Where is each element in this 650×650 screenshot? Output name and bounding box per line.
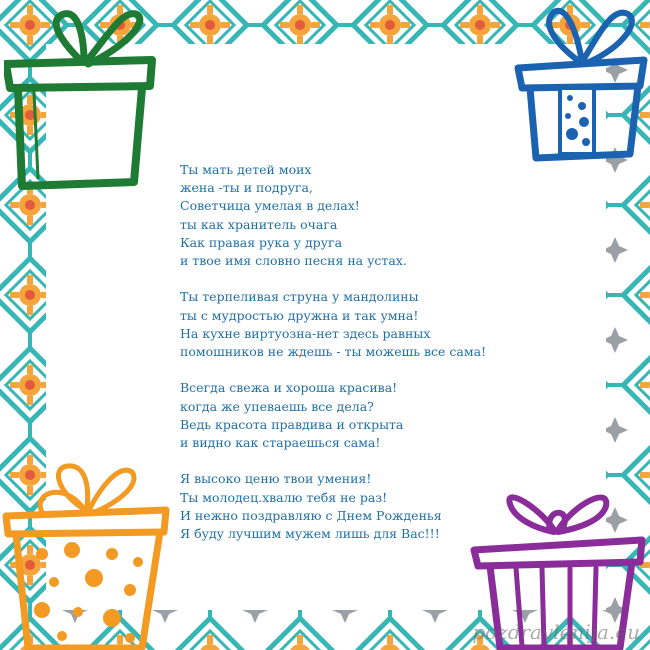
- poem-line: помошников не ждешь - ты можешь все сама!: [180, 344, 487, 360]
- poem-line: и твое имя словно песня на устах.: [180, 253, 407, 269]
- poem: [180, 161, 560, 561]
- gift-blue-icon: [512, 2, 648, 164]
- poem-line: Ты молодец.хвалю тебя не раз!: [180, 489, 388, 505]
- poem-line: Всегда свежа и хороша красива!: [180, 380, 398, 396]
- poem-line: ты с мудростью дружна и так умна!: [180, 307, 419, 323]
- poem-stanza-4: [180, 470, 560, 543]
- poem-line: ты как хранитель очага: [180, 216, 338, 232]
- poem-line: Как правая рука у друга: [180, 234, 343, 250]
- poem-line: Я буду лучшим мужем лишь для Вас!!!: [180, 526, 440, 542]
- poem-stanza-1: [180, 161, 560, 270]
- watermark: pozdravlenija.eu: [472, 620, 640, 644]
- poem-stanza-3: [180, 379, 560, 452]
- poem-stanza-2: [180, 288, 560, 361]
- poem-line: Советчица умелая в делах!: [180, 198, 360, 214]
- gift-green-icon: [4, 2, 156, 190]
- poem-line: На кухне виртуозна-нет здесь равных: [180, 325, 431, 341]
- poem-line: Ведь красота правдива и открыта: [180, 416, 404, 432]
- poem-line: Я высоко ценю твои умения!: [180, 471, 372, 487]
- poem-line: И нежно поздравляю с Днем Рожденья: [180, 507, 442, 523]
- poem-line: жена -ты и подруга,: [180, 180, 313, 196]
- poem-line: и видно как стараешься сама!: [180, 435, 381, 451]
- poem-line: Ты мать детей моих: [180, 162, 312, 177]
- poem-line: Ты терпеливая струна у мандолины: [180, 289, 419, 305]
- gift-orange-icon: [2, 462, 172, 650]
- poem-line: когда же упеваешь все дела?: [180, 398, 374, 414]
